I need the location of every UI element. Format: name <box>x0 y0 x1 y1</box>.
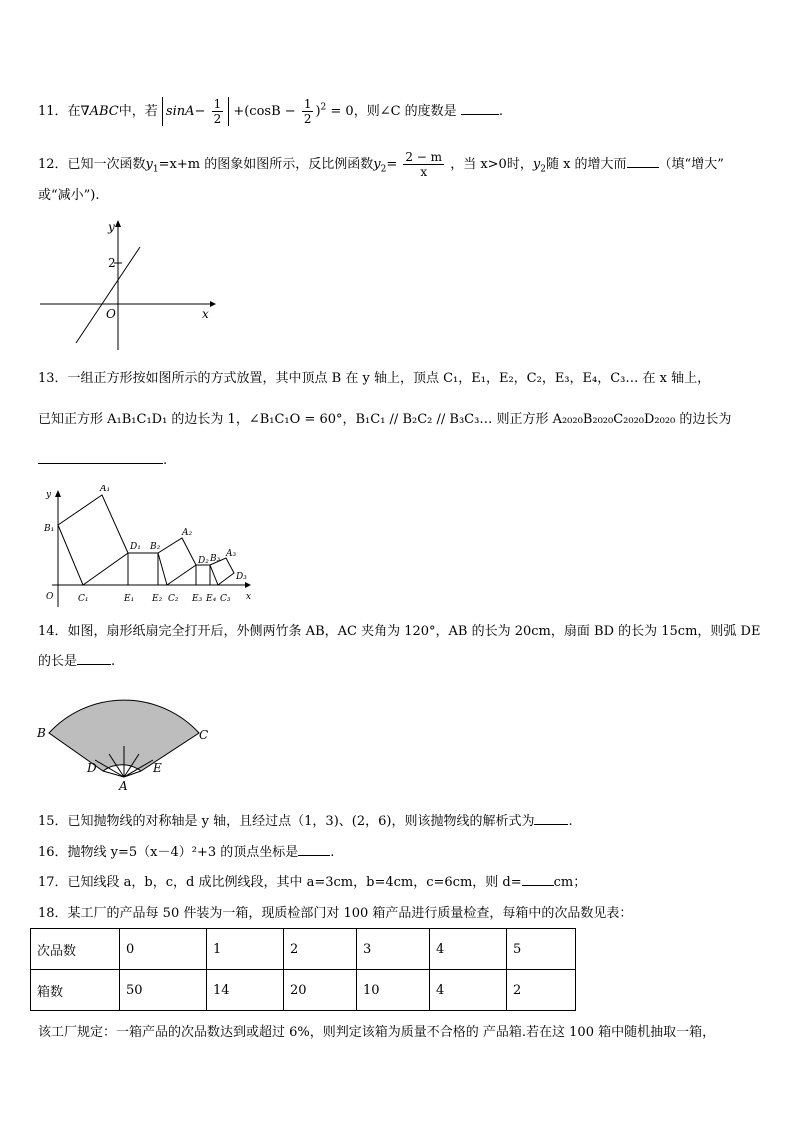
label-D2: D₂ <box>198 556 209 566</box>
label-E: E <box>153 761 162 775</box>
question-11: 11．在∇ABC中，若 sinA− $\frac{1}{2}$ +(cosB − $\frac{1}{2}$ )$^2$ = 0，则∠C 的度数是 . <box>38 97 503 126</box>
label-B: B <box>37 726 46 740</box>
question-12-line2: 或“减小”). <box>38 188 100 203</box>
answer-blank[interactable] <box>534 824 568 825</box>
answer-blank[interactable] <box>298 855 330 856</box>
question-16: 16．抛物线 y=5（x－4）²+3 的顶点坐标是 . <box>38 845 335 860</box>
label-E3: E₃ <box>192 594 203 604</box>
question-15: 15．已知抛物线的对称轴是 y 轴，且经过点（1，3)、(2，6)，则该抛物线的解析式为 . <box>38 814 573 829</box>
defect-table <box>30 928 576 1011</box>
question-13-line2: 已知正方形 A₁B₁C₁D₁ 的边长为 1，∠B₁C₁O = 60°，B₁C₁ // B₂C₂ // B₃C₃… 则正方形 A₂₀₂₀B₂₀₂₀C₂₀₂₀D₂₀₂₀ 的边长为 <box>38 412 732 427</box>
answer-blank[interactable] <box>38 463 163 464</box>
label-D1: D₁ <box>130 542 141 552</box>
label-E2: E₂ <box>152 594 163 604</box>
table-row: 次品数 0 1 2 3 4 5 <box>31 929 576 970</box>
squares-figure <box>40 485 270 610</box>
question-17: 17．已知线段 a，b，c，d 成比例线段，其中 a=3cm，b=4cm，c=6cm，则 d= cm； <box>38 875 587 890</box>
question-18: 18．某工厂的产品每 50 件装为一箱，现质检部门对 100 箱产品进行质量检查，每箱中的次品数见表： <box>38 906 633 921</box>
label-A: A <box>119 779 128 793</box>
question-12: 12．已知一次函数$y_1=x+m$ 的图象如图所示，反比例函数$y_2=$ $\frac{2 - m}{x}$ ，当 x>0时，$y_2$随 x 的增大而 （填“增大” <box>38 150 724 179</box>
label-C1: C₁ <box>78 594 89 604</box>
label-D: D <box>87 761 97 775</box>
label-C3: C₃ <box>220 594 231 604</box>
question-13-line3: . <box>38 452 167 470</box>
linear-function-graph <box>40 215 220 355</box>
y-label: y <box>108 220 115 234</box>
question-14-line2: 的长是 . <box>38 654 116 669</box>
answer-blank[interactable] <box>627 167 659 168</box>
label-B2: B₂ <box>150 542 161 552</box>
label-E4: E₄ <box>206 594 217 604</box>
answer-blank[interactable] <box>77 664 111 665</box>
absolute-value: sinA− $\frac{1}{2}$ <box>162 97 229 126</box>
label-x: x <box>246 592 252 602</box>
label-A2: A₂ <box>182 528 193 538</box>
label-C: C <box>199 728 209 742</box>
label-B3: B₃ <box>210 554 221 564</box>
label-C2: C₂ <box>168 594 179 604</box>
fan-figure <box>35 680 220 795</box>
y-intercept-label: 2 <box>108 256 116 270</box>
label-A1: A₁ <box>100 485 111 494</box>
origin-label: O <box>106 307 116 321</box>
answer-blank[interactable] <box>461 114 499 115</box>
x-label: x <box>202 307 209 321</box>
square-1 <box>58 495 128 585</box>
label-O: O <box>46 592 54 602</box>
label-B1: B₁ <box>44 524 55 534</box>
square-2a <box>128 553 158 585</box>
label-D3: D₃ <box>236 572 247 582</box>
question-14: 14．如图，扇形纸扇完全打开后，外侧两竹条 AB，AC 夹角为 120°，AB 的长为 20cm，扇面 BD 的长为 15cm，则弧 DE <box>38 624 761 639</box>
square-2 <box>158 538 196 585</box>
label-A3: A₃ <box>226 549 237 559</box>
question-13: 13．一组正方形按如图所示的方式放置，其中顶点 B 在 y 轴上，顶点 C₁，E₁，E₂，C₂，E₃，E₄，C₃… 在 x 轴上， <box>38 371 711 386</box>
table-row: 箱数 50 14 20 10 4 2 <box>31 970 576 1011</box>
label-y: y <box>46 490 52 500</box>
question-18-after: 该工厂规定：一箱产品的次品数达到或超过 6%，则判定该箱为质量不合格的 产品箱.若在这 100 箱中随机抽取一箱， <box>38 1025 716 1040</box>
label-E1: E₁ <box>124 594 135 604</box>
answer-blank[interactable] <box>522 885 554 886</box>
